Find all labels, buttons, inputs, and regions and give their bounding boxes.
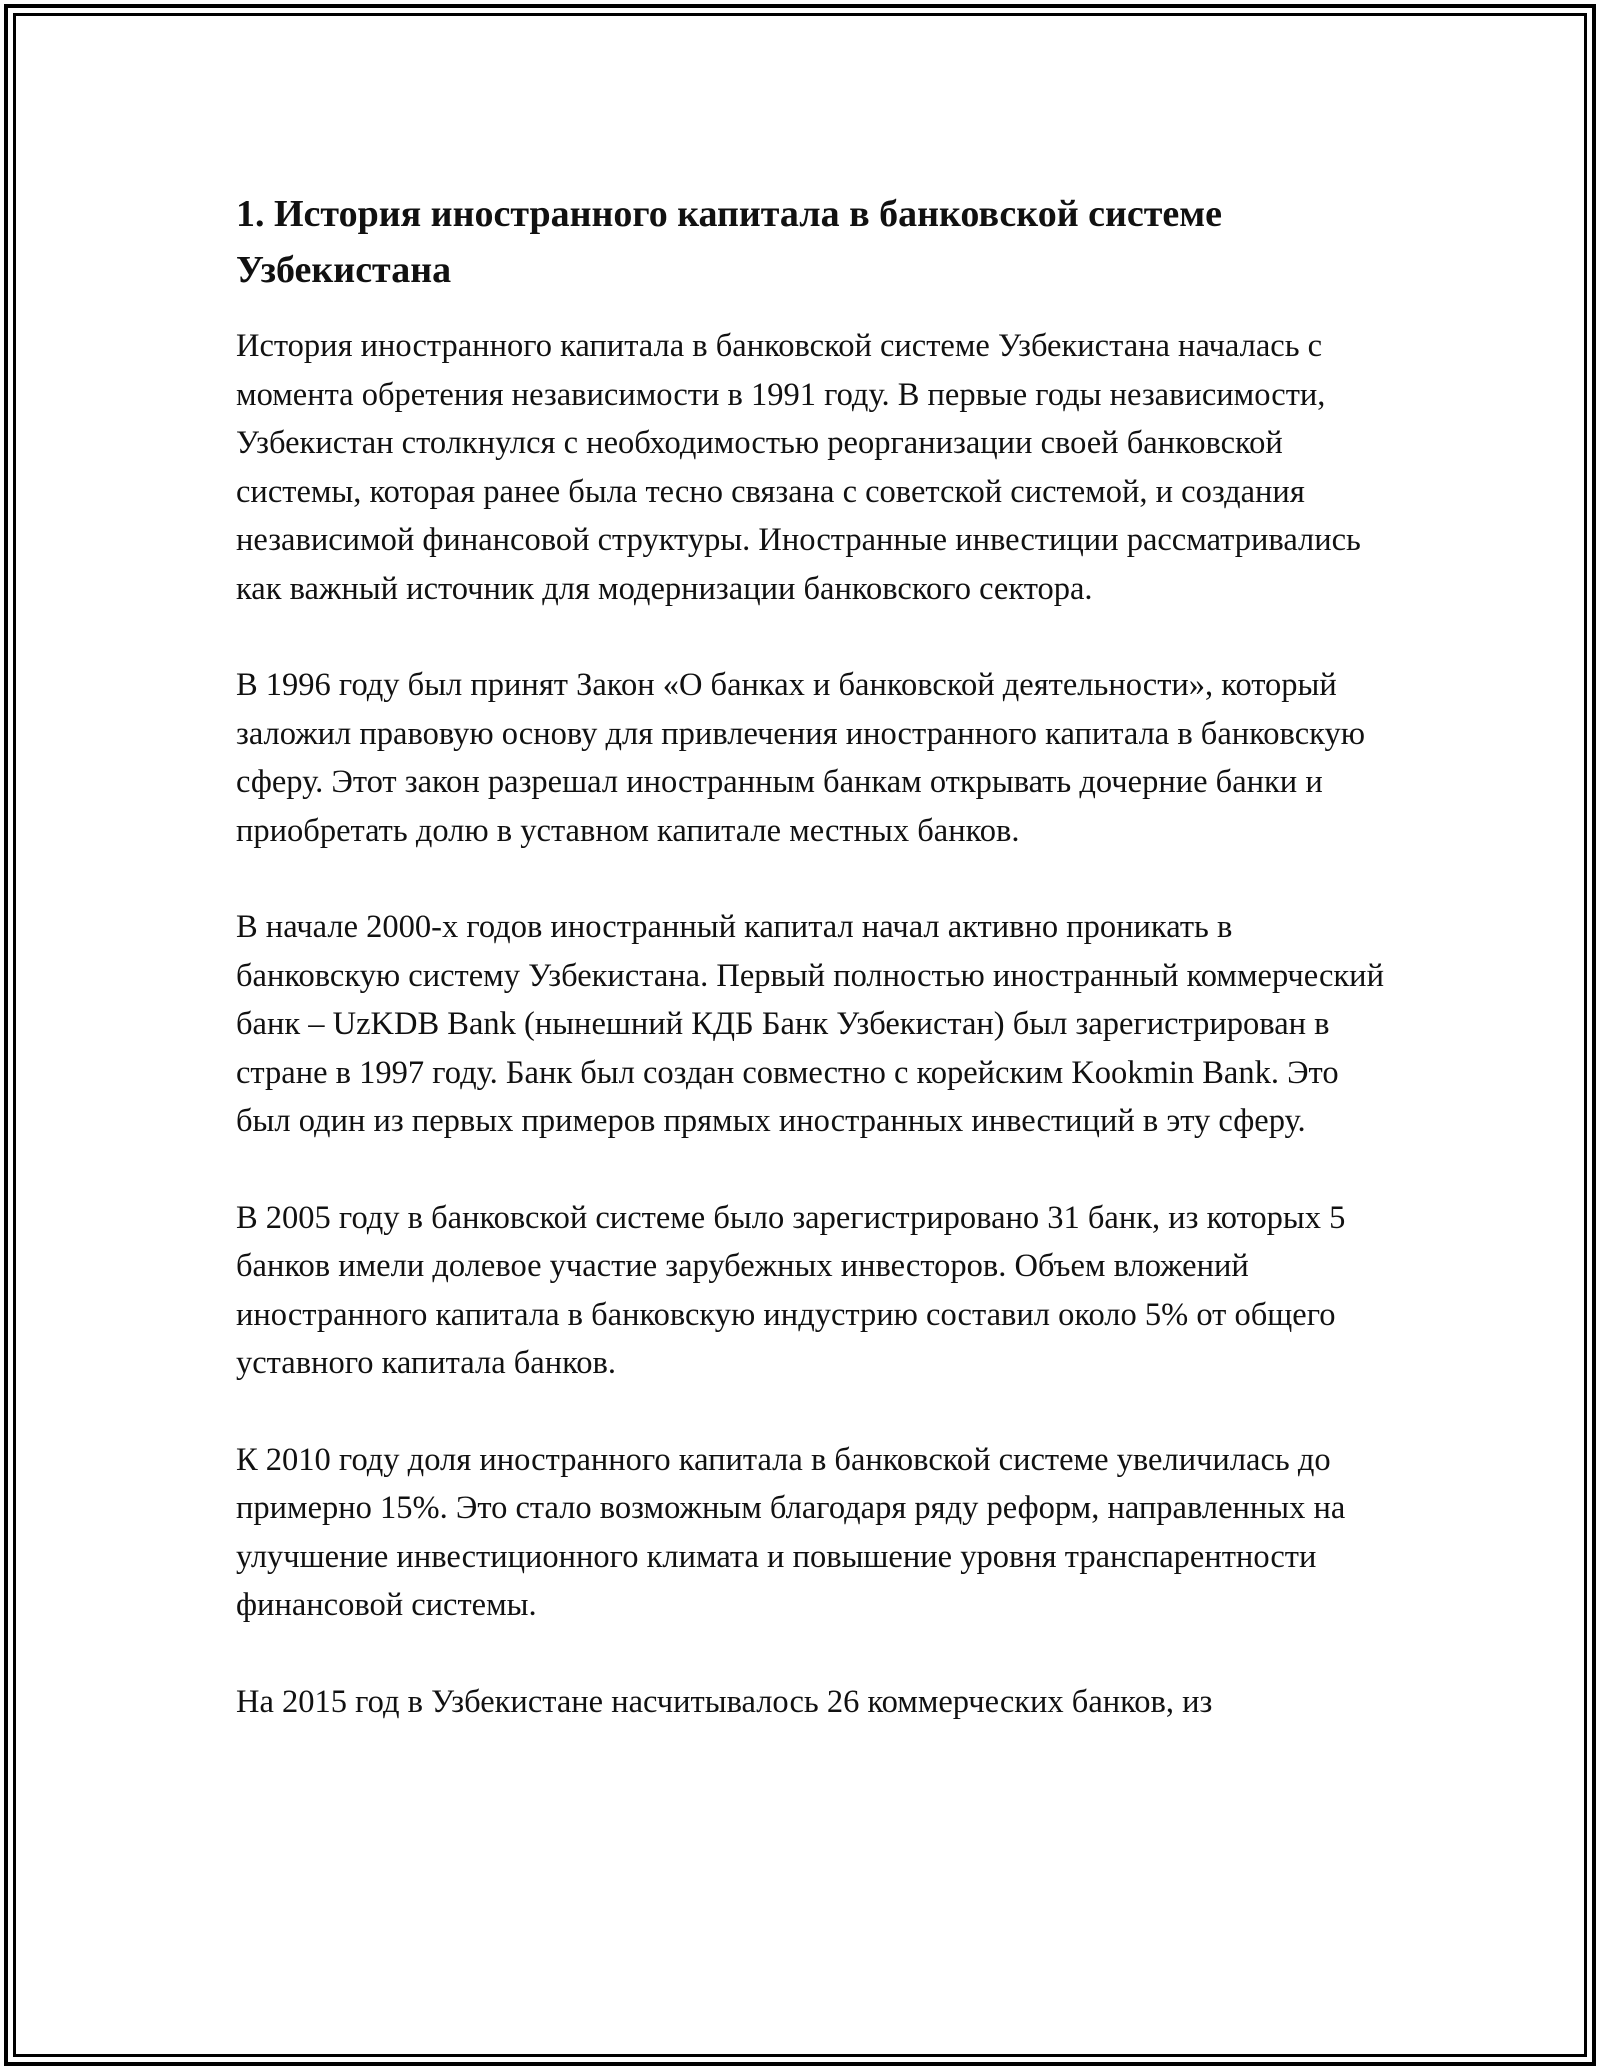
paragraph-5: К 2010 году доля иностранного капитала в банковской системе увеличилась до примерно 15%. Это стало возможным благодаря ряду реформ, направленных на улучшение инвестиционного климата и повышение уровня транспарентности финансовой системы. [236, 1441, 1346, 1623]
document-body [236, 186, 1386, 1726]
section-heading: 1. История иностранного капитала в банковской системе Узбекистана [236, 193, 1222, 291]
paragraph-1: История иностранного капитала в банковской системе Узбекистана началась с момента обретения независимости в 1991 году. В первые годы независимости, Узбекистан столкнулся с необходимостью реорганизации своей банковской системы, которая ранее была тесно связана с советской системой, и создания независимой финансовой структуры. Иностранные инвестиции рассматривались как важный источник для модернизации банковского сектора. [236, 328, 1361, 607]
paragraph-4: В 2005 году в банковской системе было зарегистрировано 31 банк, из которых 5 банков имели долевое участие зарубежных инвесторов. Объем вложений иностранного капитала в банковскую индустрию составил около 5% от общего уставного капитала банков. [236, 1199, 1346, 1381]
paragraph-6: На 2015 год в Узбекистане насчитывалось 26 коммерческих банков, из [236, 1683, 1213, 1720]
paragraph-3: В начале 2000-х годов иностранный капитал начал активно проникать в банковскую систему Узбекистана. Первый полностью иностранный коммерческий банк – UzKDB Bank (нынешний КДБ Банк Узбекистан) был зарегистрирован в стране в 1997 году. Банк был создан совместно с корейским Kookmin Bank. Это был один из первых примеров прямых иностранных инвестиций в эту сферу. [236, 909, 1384, 1139]
paragraph-2: В 1996 году был принят Закон «О банках и банковской деятельности», который заложил правовую основу для привлечения иностранного капитала в банковскую сферу. Этот закон разрешал иностранным банкам открывать дочерние банки и приобретать долю в уставном капитале местных банков. [236, 667, 1365, 849]
